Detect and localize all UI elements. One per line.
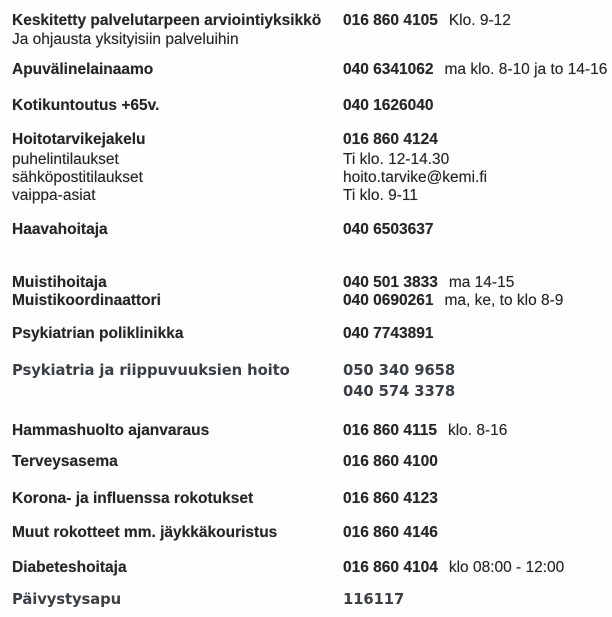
phone-number: 016 860 4123 (343, 490, 438, 507)
directory-row-corona-flu-vaccinations (0, 489, 612, 508)
phone-number: 016 860 4124 (343, 131, 438, 148)
phone-number: 116117 (343, 591, 405, 608)
service-label: Muistihoitaja (12, 274, 107, 291)
phone-number: 050 340 9658 (343, 362, 456, 379)
service-label: Kotikuntoutus +65v. (12, 97, 160, 114)
directory-row-wound-nurse (0, 220, 612, 239)
directory-row-health-station (0, 452, 612, 471)
directory-row-emergency-help (0, 590, 612, 609)
phone-number: 016 860 4104 (343, 559, 438, 576)
phone-number: 016 860 4105 (343, 12, 438, 29)
phone-number: 016 860 4115 (343, 422, 437, 439)
directory-row-psychiatry-addiction-phone2 (0, 382, 612, 401)
service-label: Muistikoordinaattori (12, 292, 161, 309)
service-sublabel: Ja ohjausta yksityisiin palveluihin (12, 31, 239, 48)
phone-number: 040 6341062 (343, 61, 434, 78)
phone-number: 040 1626040 (343, 97, 434, 114)
service-label: Hoitotarvikejakelu (12, 131, 146, 148)
hours-note: klo. 8-16 (447, 422, 508, 439)
hours-note: ma 14-15 (448, 274, 515, 291)
service-sublabel: puhelintilaukset (12, 151, 119, 168)
service-label: Psykiatria ja riippuvuuksien hoito (12, 362, 290, 379)
directory-row-dental-booking (0, 421, 612, 440)
directory-row-memory-coordinator (0, 291, 612, 310)
hours-note: Ti klo. 12-14.30 (343, 151, 450, 168)
service-label: Psykiatrian poliklinikka (12, 325, 184, 342)
phone-number: 016 860 4100 (343, 453, 438, 470)
directory-row-diabetes-nurse (0, 558, 612, 577)
service-sublabel: vaippa-asiat (12, 187, 96, 204)
service-sublabel: sähköpostitilaukset (12, 169, 143, 186)
directory-row-psychiatric-clinic (0, 324, 612, 343)
directory-row-care-supplies (0, 130, 612, 149)
phone-number: 016 860 4146 (343, 524, 438, 541)
phone-number: 040 7743891 (343, 325, 434, 342)
service-label: Korona- ja influenssa rokotukset (12, 490, 254, 507)
directory-row-assessment-unit-subtitle (0, 30, 612, 49)
service-label: Muut rokotteet mm. jäykkäkouristus (12, 524, 278, 541)
phone-number: 040 6503637 (343, 221, 434, 238)
phone-number: 040 0690261 (343, 292, 434, 309)
phone-number: 040 574 3378 (343, 383, 456, 400)
service-label: Hammashuolto ajanvaraus (12, 422, 210, 439)
hours-note: Klo. 9-12 (448, 12, 511, 29)
directory-row-phone-orders (0, 150, 612, 169)
directory-row-memory-nurse (0, 273, 612, 292)
service-label: Haavahoitaja (12, 221, 108, 238)
directory-row-diaper-matters (0, 186, 612, 205)
phone-number: 040 501 3833 (343, 274, 438, 291)
hours-note: klo 08:00 - 12:00 (448, 559, 565, 576)
service-label: Diabeteshoitaja (12, 559, 127, 576)
directory-row-email-orders (0, 168, 612, 187)
hours-note: Ti klo. 9-11 (343, 187, 418, 204)
directory-row-psychiatry-addiction (0, 361, 612, 380)
hours-note: ma, ke, to klo 8-9 (444, 292, 564, 309)
service-label: Keskitetty palvelutarpeen arviointiyksikkö (12, 12, 322, 29)
directory-row-aid-lending (0, 60, 612, 79)
directory-row-home-rehab (0, 96, 612, 115)
service-label: Apuvälinelainaamo (12, 61, 154, 78)
directory-row-assessment-unit (0, 11, 612, 30)
email-address: hoito.tarvike@kemi.fi (343, 169, 488, 186)
service-label: Päivystysapu (12, 591, 122, 608)
service-label: Terveysasema (12, 453, 118, 470)
hours-note: ma klo. 8-10 ja to 14-16 (444, 61, 608, 78)
directory-row-other-vaccines (0, 523, 612, 542)
